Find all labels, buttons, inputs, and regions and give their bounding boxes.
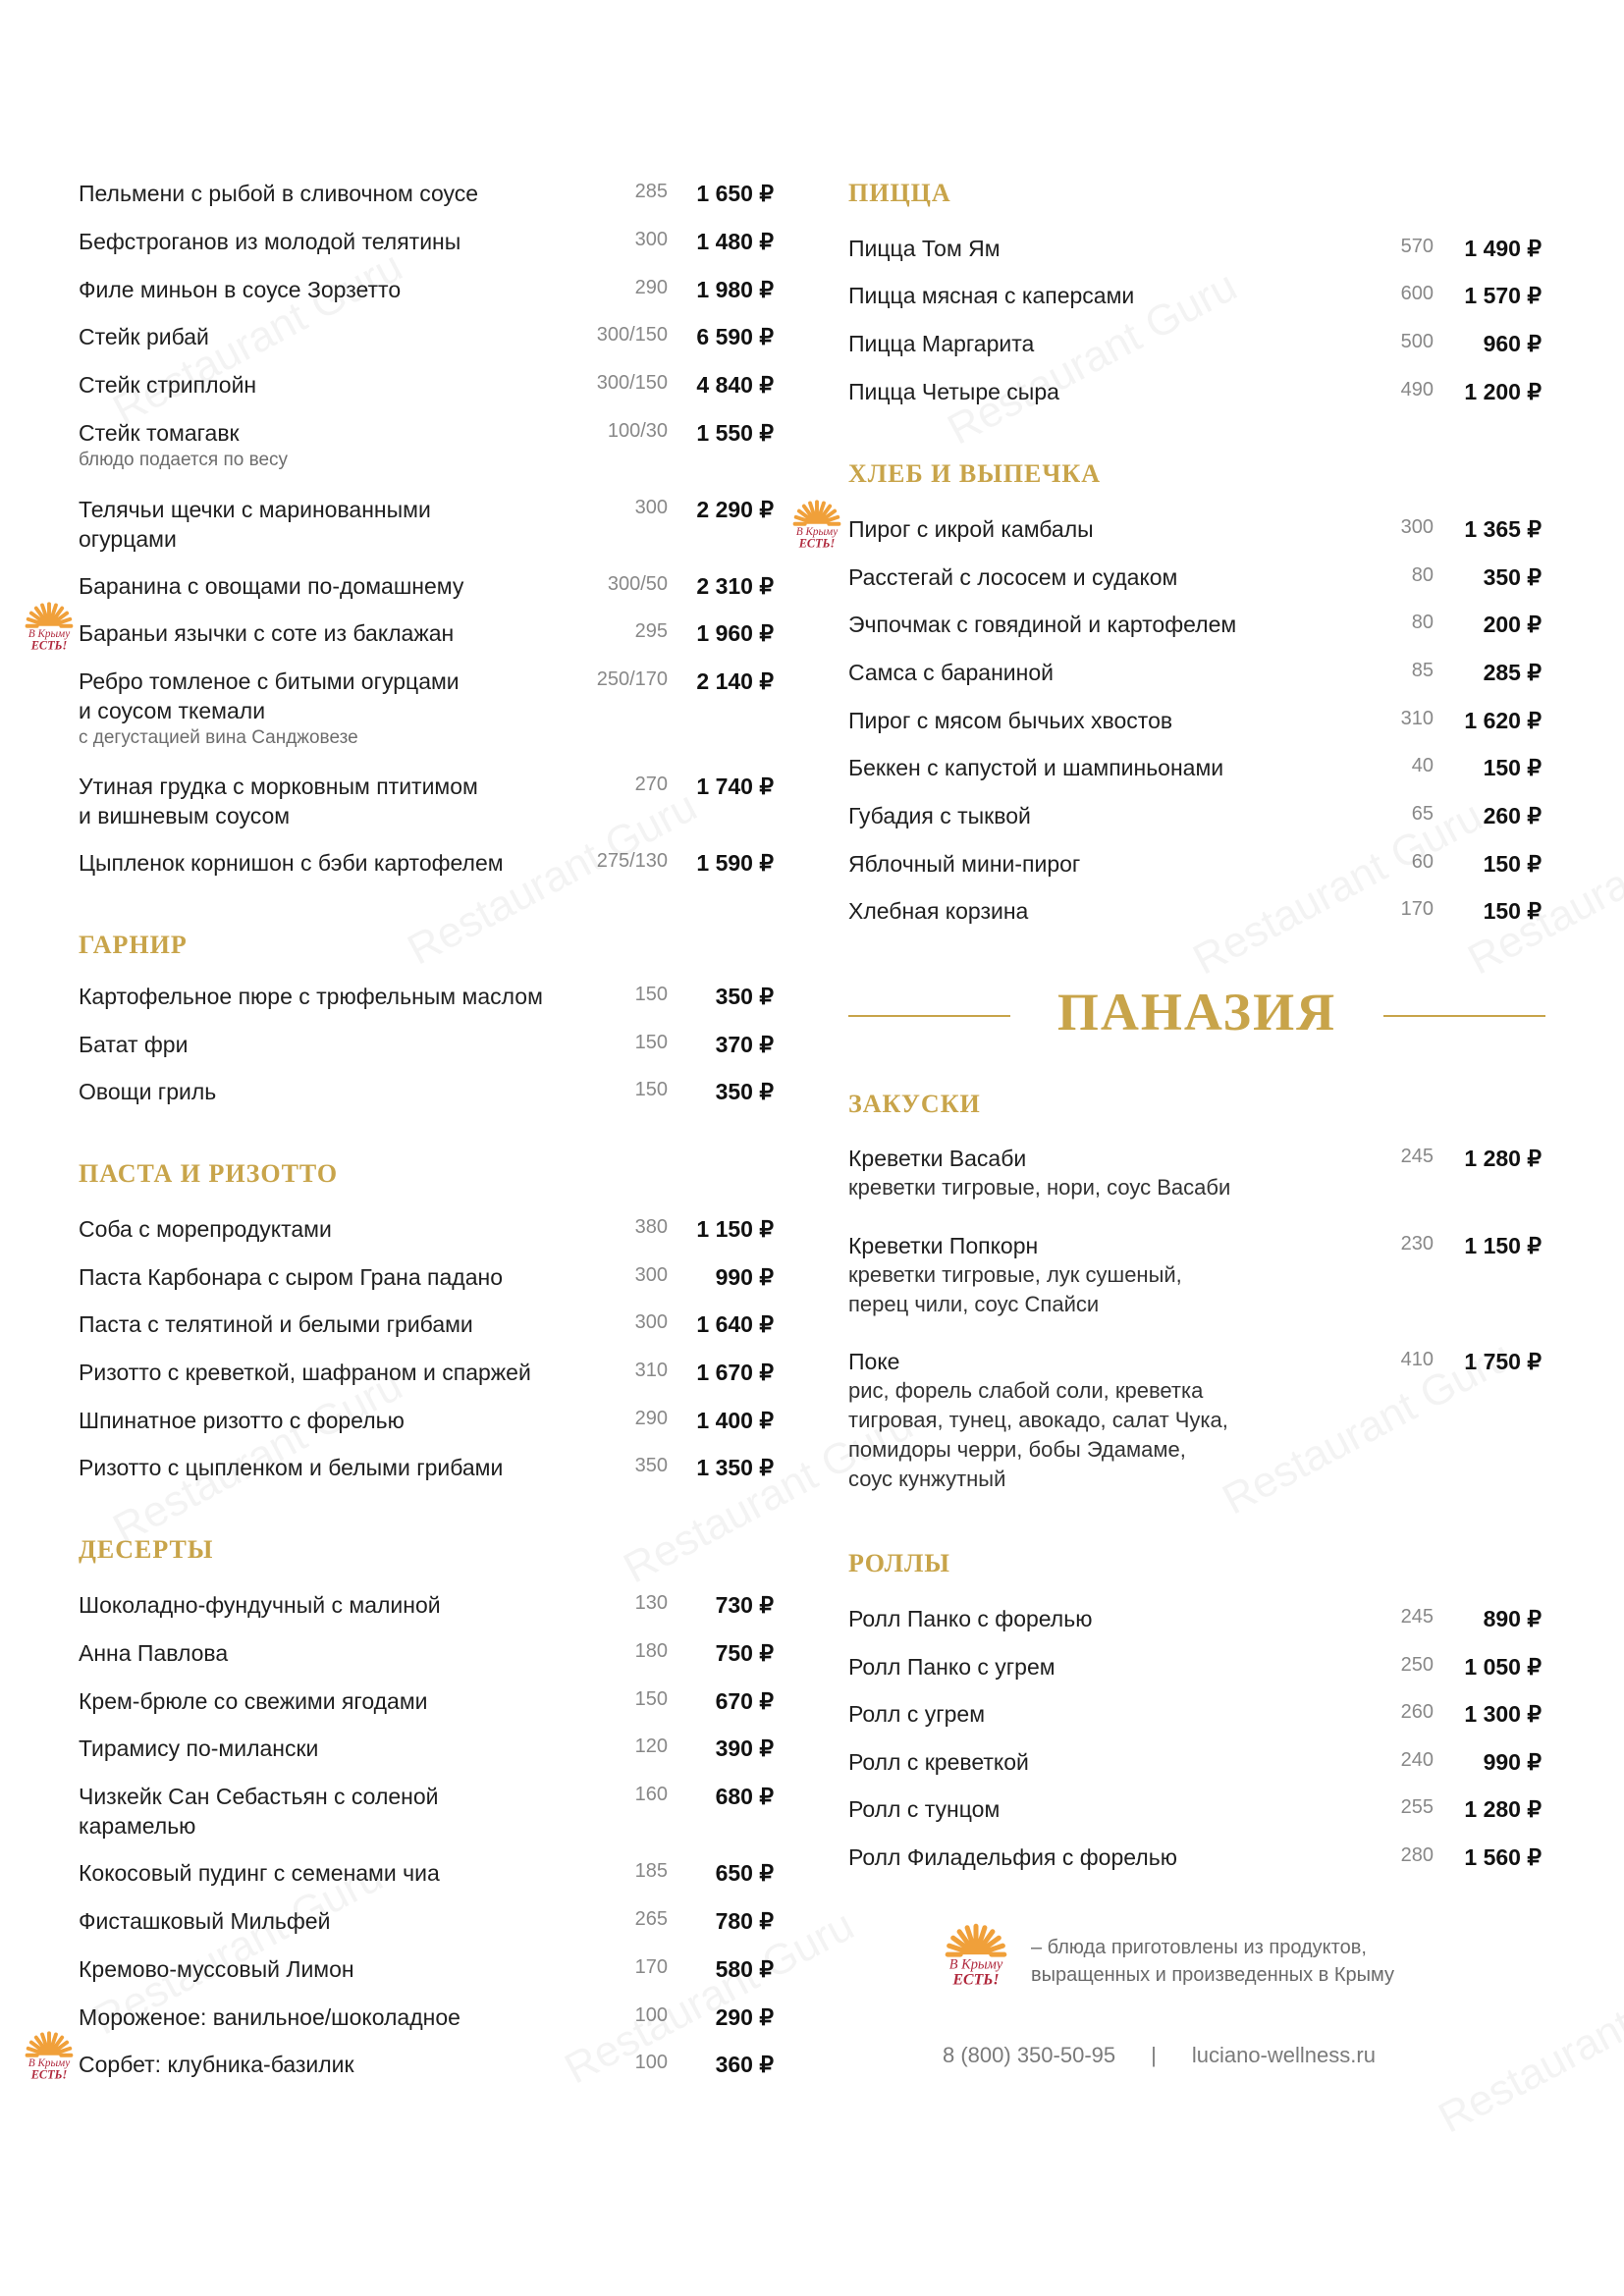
item-name-line: Бефстроганов из молодой телятины [79,229,461,254]
menu-item[interactable] [79,1077,785,1106]
item-name-line: Ролл с угрем [848,1701,986,1727]
item-name-line: Кокосовый пудинг с семенами чиа [79,1860,440,1886]
menu-item[interactable] [848,514,1545,544]
item-price: 780 ₽ [715,1908,774,1934]
item-weight: 255 [1400,1796,1434,1818]
item-price: 6 590 ₽ [696,324,774,349]
crimea-badge-icon [789,499,844,554]
item-price: 290 ₽ [715,2004,774,2030]
item-name-line: Картофельное пюре с трюфельным маслом [79,984,543,1009]
menu-item[interactable] [79,667,785,751]
item-name-line: и соусом ткемали [79,698,266,723]
item-weight: 120 [634,1735,668,1757]
svg-text:В Крыму: В Крыму [27,627,71,640]
item-note: блюдо подается по весу [79,450,289,470]
item-name-line: Пирог с мясом бычьих хвостов [848,708,1173,733]
item-name-line: Филе миньон в соусе Зорзетто [79,277,402,302]
item-name-line: Мороженое: ванильное/шоколадное [79,2004,460,2030]
item-name-line: Паста Карбонара с сыром Грана падано [79,1264,503,1290]
item-name-line: Крем-брюле со свежими ягодами [79,1688,428,1714]
item-weight: 65 [1411,803,1434,825]
item-price: 1 300 ₽ [1464,1701,1542,1727]
item-price: 1 400 ₽ [696,1408,774,1433]
item-price: 1 150 ₽ [1464,1233,1542,1258]
item-weight: 290 [634,277,668,298]
item-description [848,1173,1545,1202]
menu-item[interactable] [79,275,785,304]
menu-item[interactable] [848,1747,1545,1777]
item-name-line: Овощи гриль [79,1079,217,1104]
item-price: 990 ₽ [1483,1749,1542,1775]
item-weight: 240 [1400,1749,1434,1771]
item-name-line: Расстегай с лососем и судаком [848,564,1178,590]
menu-item[interactable] [79,1858,785,1888]
item-name-line: Бараньи язычки с соте из баклажан [79,620,455,646]
legend-line: – блюда приготовлены из продуктов, [1031,1937,1367,1958]
item-price: 2 310 ₽ [696,573,774,599]
item-weight: 290 [634,1408,668,1429]
item-weight: 100 [634,2004,668,2026]
crimea-badge-icon [22,2030,77,2085]
item-weight: 300 [634,497,668,518]
menu-item[interactable] [848,1652,1545,1682]
item-description-line: перец чили, соус Спайси [848,1292,1100,1316]
item-name-line: Креветки Попкорн [848,1233,1039,1258]
svg-text:В Крыму: В Крыму [27,2056,71,2069]
menu-item[interactable] [848,610,1545,639]
item-name-line: Пицца Маргарита [848,331,1035,356]
item-description-line: тигровая, тунец, авокадо, салат Чука, [848,1408,1228,1432]
phone-number[interactable]: 8 (800) 350-50-95 [943,2043,1116,2067]
menu-item[interactable] [79,1030,785,1059]
item-name-line: Ролл Панко с угрем [848,1654,1056,1680]
item-weight: 185 [634,1860,668,1882]
item-name-line: Тирамису по-милански [79,1735,319,1761]
item-weight: 260 [1400,1701,1434,1723]
menu-item[interactable] [79,1590,785,1620]
item-price: 390 ₽ [715,1735,774,1761]
item-weight: 300/150 [596,324,668,346]
item-name-line: Хлебная корзина [848,898,1029,924]
section-heading: РОЛЛЫ [848,1549,950,1577]
item-weight: 380 [634,1216,668,1238]
svg-text:ЕСТЬ!: ЕСТЬ! [30,638,68,653]
item-weight: 250/170 [596,668,668,690]
item-weight: 410 [1400,1349,1434,1370]
menu-item[interactable] [848,1231,1545,1319]
item-price: 730 ₽ [715,1592,774,1618]
menu-item[interactable] [848,377,1545,406]
item-price: 580 ₽ [715,1956,774,1982]
item-weight: 300 [1400,516,1434,538]
item-weight: 160 [634,1784,668,1805]
item-weight: 100 [634,2052,668,2073]
item-name-line: Губадия с тыквой [848,803,1031,828]
item-name-line: Утиная грудка с морковным птитимом [79,774,478,799]
menu-item[interactable] [79,1358,785,1387]
item-price: 1 980 ₽ [696,277,774,302]
item-weight: 265 [634,1908,668,1930]
item-name-line: Креветки Васаби [848,1146,1027,1171]
menu-item[interactable] [848,1794,1545,1824]
menu-item[interactable] [79,1406,785,1435]
item-price: 2 140 ₽ [696,668,774,694]
menu-item[interactable] [79,618,785,648]
menu-item[interactable] [79,322,785,351]
svg-text:В Крыму: В Крыму [948,1956,1003,1973]
item-description-line: помидоры черри, бобы Эдамаме, [848,1437,1186,1462]
menu-item[interactable] [79,571,785,601]
item-name-line: Пицца Том Ям [848,236,1001,261]
item-price: 350 ₽ [715,1079,774,1104]
crimea-badge-icon [941,1922,1011,1993]
item-name-line: Стейк рибай [79,324,209,349]
item-price: 260 ₽ [1483,803,1542,828]
item-name-line: Самса с бараниной [848,660,1054,685]
item-name-line: Сорбет: клубника-базилик [79,2052,354,2077]
item-price: 750 ₽ [715,1640,774,1666]
item-weight: 130 [634,1592,668,1614]
item-price: 1 280 ₽ [1464,1146,1542,1171]
item-price: 680 ₽ [715,1784,774,1809]
item-weight: 280 [1400,1844,1434,1866]
item-weight: 150 [634,1079,668,1100]
item-weight: 170 [634,1956,668,1978]
item-weight: 270 [634,774,668,795]
item-name-line: Ролл Филадельфия с форелью [848,1844,1177,1870]
menu-item[interactable] [848,1604,1545,1633]
item-name-line: Ризотто с цыпленком и белыми грибами [79,1455,504,1480]
item-price: 990 ₽ [715,1264,774,1290]
menu-item[interactable] [848,562,1545,592]
item-name-line: Цыпленок корнишон с бэби картофелем [79,850,504,876]
item-name-line: Пицца Четыре сыра [848,379,1059,404]
divider-rule [1383,1015,1545,1017]
item-weight: 100/30 [607,420,668,442]
item-price: 2 290 ₽ [696,497,774,522]
item-price: 1 365 ₽ [1464,516,1542,542]
item-name-line: Кремово-муссовый Лимон [79,1956,354,1982]
item-description-line: креветки тигровые, нори, соус Васаби [848,1175,1231,1200]
menu-item[interactable] [79,1906,785,1936]
item-weight: 300 [634,1311,668,1333]
item-price: 650 ₽ [715,1860,774,1886]
section-heading: ЗАКУСКИ [848,1090,981,1118]
menu-item[interactable] [79,982,785,1011]
item-weight: 150 [634,1032,668,1053]
item-description-line: рис, форель слабой соли, креветка [848,1378,1204,1403]
section-heading: ДЕСЕРТЫ [79,1535,214,1564]
item-weight: 245 [1400,1146,1434,1167]
panasia-title: ПАНАЗИЯ [1056,983,1337,1041]
item-name-line: Ризотто с креветкой, шафраном и спаржей [79,1360,531,1385]
section-heading: ПИЦЦА [848,179,951,207]
item-description-line: креветки тигровые, лук сушеный, [848,1262,1182,1287]
menu-item[interactable] [79,1262,785,1292]
item-price: 1 050 ₽ [1464,1654,1542,1680]
item-price: 1 650 ₽ [696,181,774,206]
item-name-line: карамелью [79,1813,196,1839]
item-name-line: Ролл с тунцом [848,1796,1001,1822]
item-price: 150 ₽ [1483,851,1542,877]
item-name-line: Ролл Панко с форелью [848,1606,1093,1631]
menu-item[interactable] [79,1638,785,1668]
menu-item[interactable] [848,1842,1545,1872]
item-price: 670 ₽ [715,1688,774,1714]
item-price: 1 620 ₽ [1464,708,1542,733]
menu-item[interactable] [79,418,785,473]
item-name-line: Пирог с икрой камбалы [848,516,1094,542]
item-name-line: Эчпочмак с говядиной и картофелем [848,612,1237,637]
item-weight: 230 [1400,1233,1434,1255]
item-price: 1 480 ₽ [696,229,774,254]
item-name-line: Стейк стриплойн [79,372,257,398]
item-weight: 300/50 [607,573,668,595]
item-price: 150 ₽ [1483,898,1542,924]
item-weight: 245 [1400,1606,1434,1628]
item-weight: 490 [1400,379,1434,400]
item-weight: 170 [1400,898,1434,920]
item-price: 1 490 ₽ [1464,236,1542,261]
item-name-line: Ролл с креветкой [848,1749,1029,1775]
website-link[interactable]: luciano-wellness.ru [1191,2043,1376,2067]
section-heading: ХЛЕБ И ВЫПЕЧКА [848,459,1102,488]
item-weight: 60 [1411,851,1434,873]
item-name-line: Телячьи щечки с маринованными [79,497,431,522]
legend-line: выращенных и произведенных в Крыму [1031,1964,1394,1986]
item-name-line: Яблочный мини-пирог [848,851,1081,877]
item-name-line: и вишневым соусом [79,803,291,828]
item-description-line: соус кунжутный [848,1467,1006,1491]
item-price: 1 960 ₽ [696,620,774,646]
item-weight: 285 [634,181,668,202]
item-weight: 600 [1400,283,1434,304]
item-price: 1 200 ₽ [1464,379,1542,404]
menu-item[interactable] [848,896,1545,926]
item-price: 1 150 ₽ [696,1216,774,1242]
menu-item[interactable] [79,848,785,878]
item-name-line: Шпинатное ризотто с форелью [79,1408,405,1433]
item-price: 1 280 ₽ [1464,1796,1542,1822]
item-description [848,1260,1545,1319]
item-price: 150 ₽ [1483,755,1542,780]
item-name-line: Фисташковый Мильфей [79,1908,331,1934]
item-price: 1 570 ₽ [1464,283,1542,308]
section-divider-panasia [848,982,1545,1050]
item-note: с дегустацией вина Санджовезе [79,727,358,748]
item-name-line: Соба с морепродуктами [79,1216,332,1242]
menu-item[interactable] [848,1144,1545,1202]
item-name-line: Пицца мясная с каперсами [848,283,1135,308]
item-price: 890 ₽ [1483,1606,1542,1631]
menu-item[interactable] [848,234,1545,263]
item-weight: 310 [634,1360,668,1381]
menu-item[interactable] [848,706,1545,735]
item-price: 285 ₽ [1483,660,1542,685]
item-price: 1 350 ₽ [696,1455,774,1480]
item-weight: 80 [1411,612,1434,633]
item-weight: 310 [1400,708,1434,729]
item-price: 1 640 ₽ [696,1311,774,1337]
item-price: 4 840 ₽ [696,372,774,398]
item-price: 1 670 ₽ [696,1360,774,1385]
item-weight: 500 [1400,331,1434,352]
item-price: 350 ₽ [715,984,774,1009]
contact-separator: | [1151,2043,1157,2067]
menu-item[interactable] [79,179,785,208]
item-weight: 40 [1411,755,1434,776]
menu-item[interactable] [79,1309,785,1339]
watermark-text [1431,1950,1624,2144]
svg-text:В Крыму: В Крыму [795,525,839,538]
menu-item[interactable] [848,658,1545,687]
item-price: 350 ₽ [1483,564,1542,590]
menu-item[interactable] [79,2050,785,2079]
menu-item[interactable] [79,1686,785,1716]
menu-item[interactable] [79,1214,785,1244]
contacts [943,2043,1376,2068]
item-weight: 275/130 [596,850,668,872]
legend-text [1031,1934,1394,1989]
item-price: 370 ₽ [715,1032,774,1057]
item-price: 1 550 ₽ [696,420,774,446]
item-price: 960 ₽ [1483,331,1542,356]
svg-text:ЕСТЬ!: ЕСТЬ! [30,2067,68,2082]
item-weight: 300 [634,1264,668,1286]
item-weight: 300 [634,229,668,250]
menu-item[interactable] [848,329,1545,358]
item-weight: 570 [1400,236,1434,257]
item-weight: 295 [634,620,668,642]
item-price: 200 ₽ [1483,612,1542,637]
item-price: 360 ₽ [715,2052,774,2077]
item-name-line: Баранина с овощами по-домашнему [79,573,464,599]
crimea-badge-icon [22,601,77,656]
item-name-line: Стейк томагавк [79,420,240,446]
item-weight: 300/150 [596,372,668,394]
item-name-line: Анна Павлова [79,1640,229,1666]
item-name-line: Ребро томленое с битыми огурцами [79,668,460,694]
menu-item[interactable] [79,495,785,554]
item-weight: 80 [1411,564,1434,586]
item-weight: 180 [634,1640,668,1662]
item-price: 1 750 ₽ [1464,1349,1542,1374]
item-price: 1 740 ₽ [696,774,774,799]
item-name-line: Пельмени с рыбой в сливочном соусе [79,181,479,206]
svg-text:ЕСТЬ!: ЕСТЬ! [798,536,836,551]
menu-item[interactable] [848,1699,1545,1729]
item-price: 1 560 ₽ [1464,1844,1542,1870]
item-weight: 150 [634,984,668,1005]
item-weight: 350 [634,1455,668,1476]
item-name-line: Батат фри [79,1032,189,1057]
menu-item[interactable] [848,753,1545,782]
menu-item[interactable] [79,1734,785,1763]
item-name-line: огурцами [79,526,177,552]
item-name-line: Чизкейк Сан Себастьян с соленой [79,1784,439,1809]
item-weight: 250 [1400,1654,1434,1676]
item-weight: 85 [1411,660,1434,681]
menu-item[interactable] [79,1782,785,1841]
item-weight: 150 [634,1688,668,1710]
item-name-line: Поке [848,1349,900,1374]
section-heading: ГАРНИР [79,931,188,959]
section-heading: ПАСТА И РИЗОТТО [79,1159,339,1188]
svg-text:ЕСТЬ!: ЕСТЬ! [952,1971,1000,1989]
item-name-line: Беккен с капустой и шампиньонами [848,755,1224,780]
menu-item[interactable] [79,227,785,256]
item-name-line: Паста с телятиной и белыми грибами [79,1311,473,1337]
item-price: 1 590 ₽ [696,850,774,876]
item-name-line: Шоколадно-фундучный с малиной [79,1592,441,1618]
